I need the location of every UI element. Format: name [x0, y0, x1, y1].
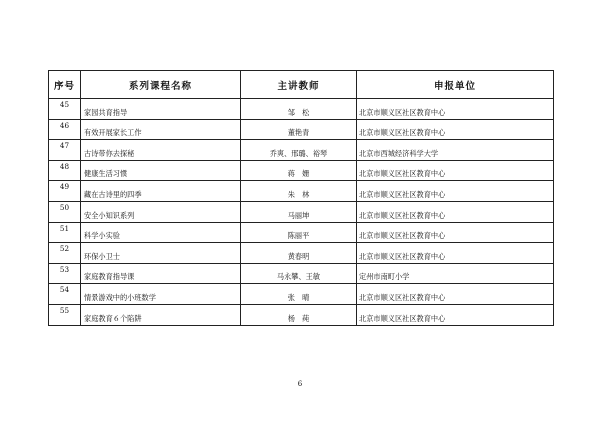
row-course-title: 安全小知识系列: [81, 201, 241, 222]
row-teacher: 马丽坤: [241, 201, 357, 222]
row-course-title: 家庭教育指导课: [81, 263, 241, 284]
row-num: 51: [49, 222, 81, 243]
table-row: [49, 119, 554, 140]
row-applicant-unit: 北京市顺义区社区教育中心: [357, 119, 554, 140]
header-applicant-unit: 申报单位: [357, 71, 554, 99]
row-teacher: 朱 林: [241, 181, 357, 202]
table-row: [49, 140, 554, 161]
row-num: 55: [49, 304, 81, 325]
header-teacher: 主讲教师: [241, 71, 357, 99]
row-course-title: 健康生活习惯: [81, 160, 241, 181]
table-header-row: [49, 71, 554, 99]
row-num: 46: [49, 119, 81, 140]
row-course-title: 有效开展家长工作: [81, 119, 241, 140]
row-applicant-unit: 北京市顺义区社区教育中心: [357, 181, 554, 202]
table-row: [49, 263, 554, 284]
row-applicant-unit: 北京市西城经济科学大学: [357, 140, 554, 161]
row-teacher: 董艳青: [241, 119, 357, 140]
table-row: [49, 284, 554, 305]
header-num: 序号: [49, 71, 81, 99]
row-course-title: 家庭教育６个陷阱: [81, 304, 241, 325]
row-applicant-unit: 北京市顺义区社区教育中心: [357, 284, 554, 305]
row-num: 53: [49, 263, 81, 284]
table-row: [49, 99, 554, 120]
table-row: [49, 181, 554, 202]
row-course-title: 科学小实验: [81, 222, 241, 243]
row-num: 47: [49, 140, 81, 161]
course-table: [48, 70, 554, 326]
row-num: 54: [49, 284, 81, 305]
row-applicant-unit: 北京市顺义区社区教育中心: [357, 243, 554, 264]
row-teacher: 马永攀、王敏: [241, 263, 357, 284]
row-teacher: 陈丽平: [241, 222, 357, 243]
table-row: [49, 304, 554, 325]
table-row: [49, 222, 554, 243]
row-applicant-unit: 北京市顺义区社区教育中心: [357, 160, 554, 181]
row-applicant-unit: 北京市顺义区社区教育中心: [357, 201, 554, 222]
row-course-title: 古诗带你去探秘: [81, 140, 241, 161]
row-course-title: 环保小卫士: [81, 243, 241, 264]
row-applicant-unit: 北京市顺义区社区教育中心: [357, 222, 554, 243]
row-applicant-unit: 定州市南町小学: [357, 263, 554, 284]
row-course-title: 家园共育指导: [81, 99, 241, 120]
row-teacher: 乔爽、邢璐、裕琴: [241, 140, 357, 161]
row-applicant-unit: 北京市顺义区社区教育中心: [357, 304, 554, 325]
row-teacher: 蒋 姗: [241, 160, 357, 181]
row-teacher: 张 晴: [241, 284, 357, 305]
row-num: 52: [49, 243, 81, 264]
page-number: 6: [297, 380, 303, 388]
row-teacher: 黄春明: [241, 243, 357, 264]
row-course-title: 情景游戏中的小班数学: [81, 284, 241, 305]
table-row: [49, 201, 554, 222]
row-teacher: 邹 松: [241, 99, 357, 120]
table-row: [49, 243, 554, 264]
header-course-title: 系列课程名称: [81, 71, 241, 99]
row-course-title: 藏在古诗里的四季: [81, 181, 241, 202]
row-applicant-unit: 北京市顺义区社区教育中心: [357, 99, 554, 120]
table-row: [49, 160, 554, 181]
row-num: 50: [49, 201, 81, 222]
row-num: 48: [49, 160, 81, 181]
row-num: 45: [49, 99, 81, 120]
row-teacher: 杨 莼: [241, 304, 357, 325]
row-num: 49: [49, 181, 81, 202]
